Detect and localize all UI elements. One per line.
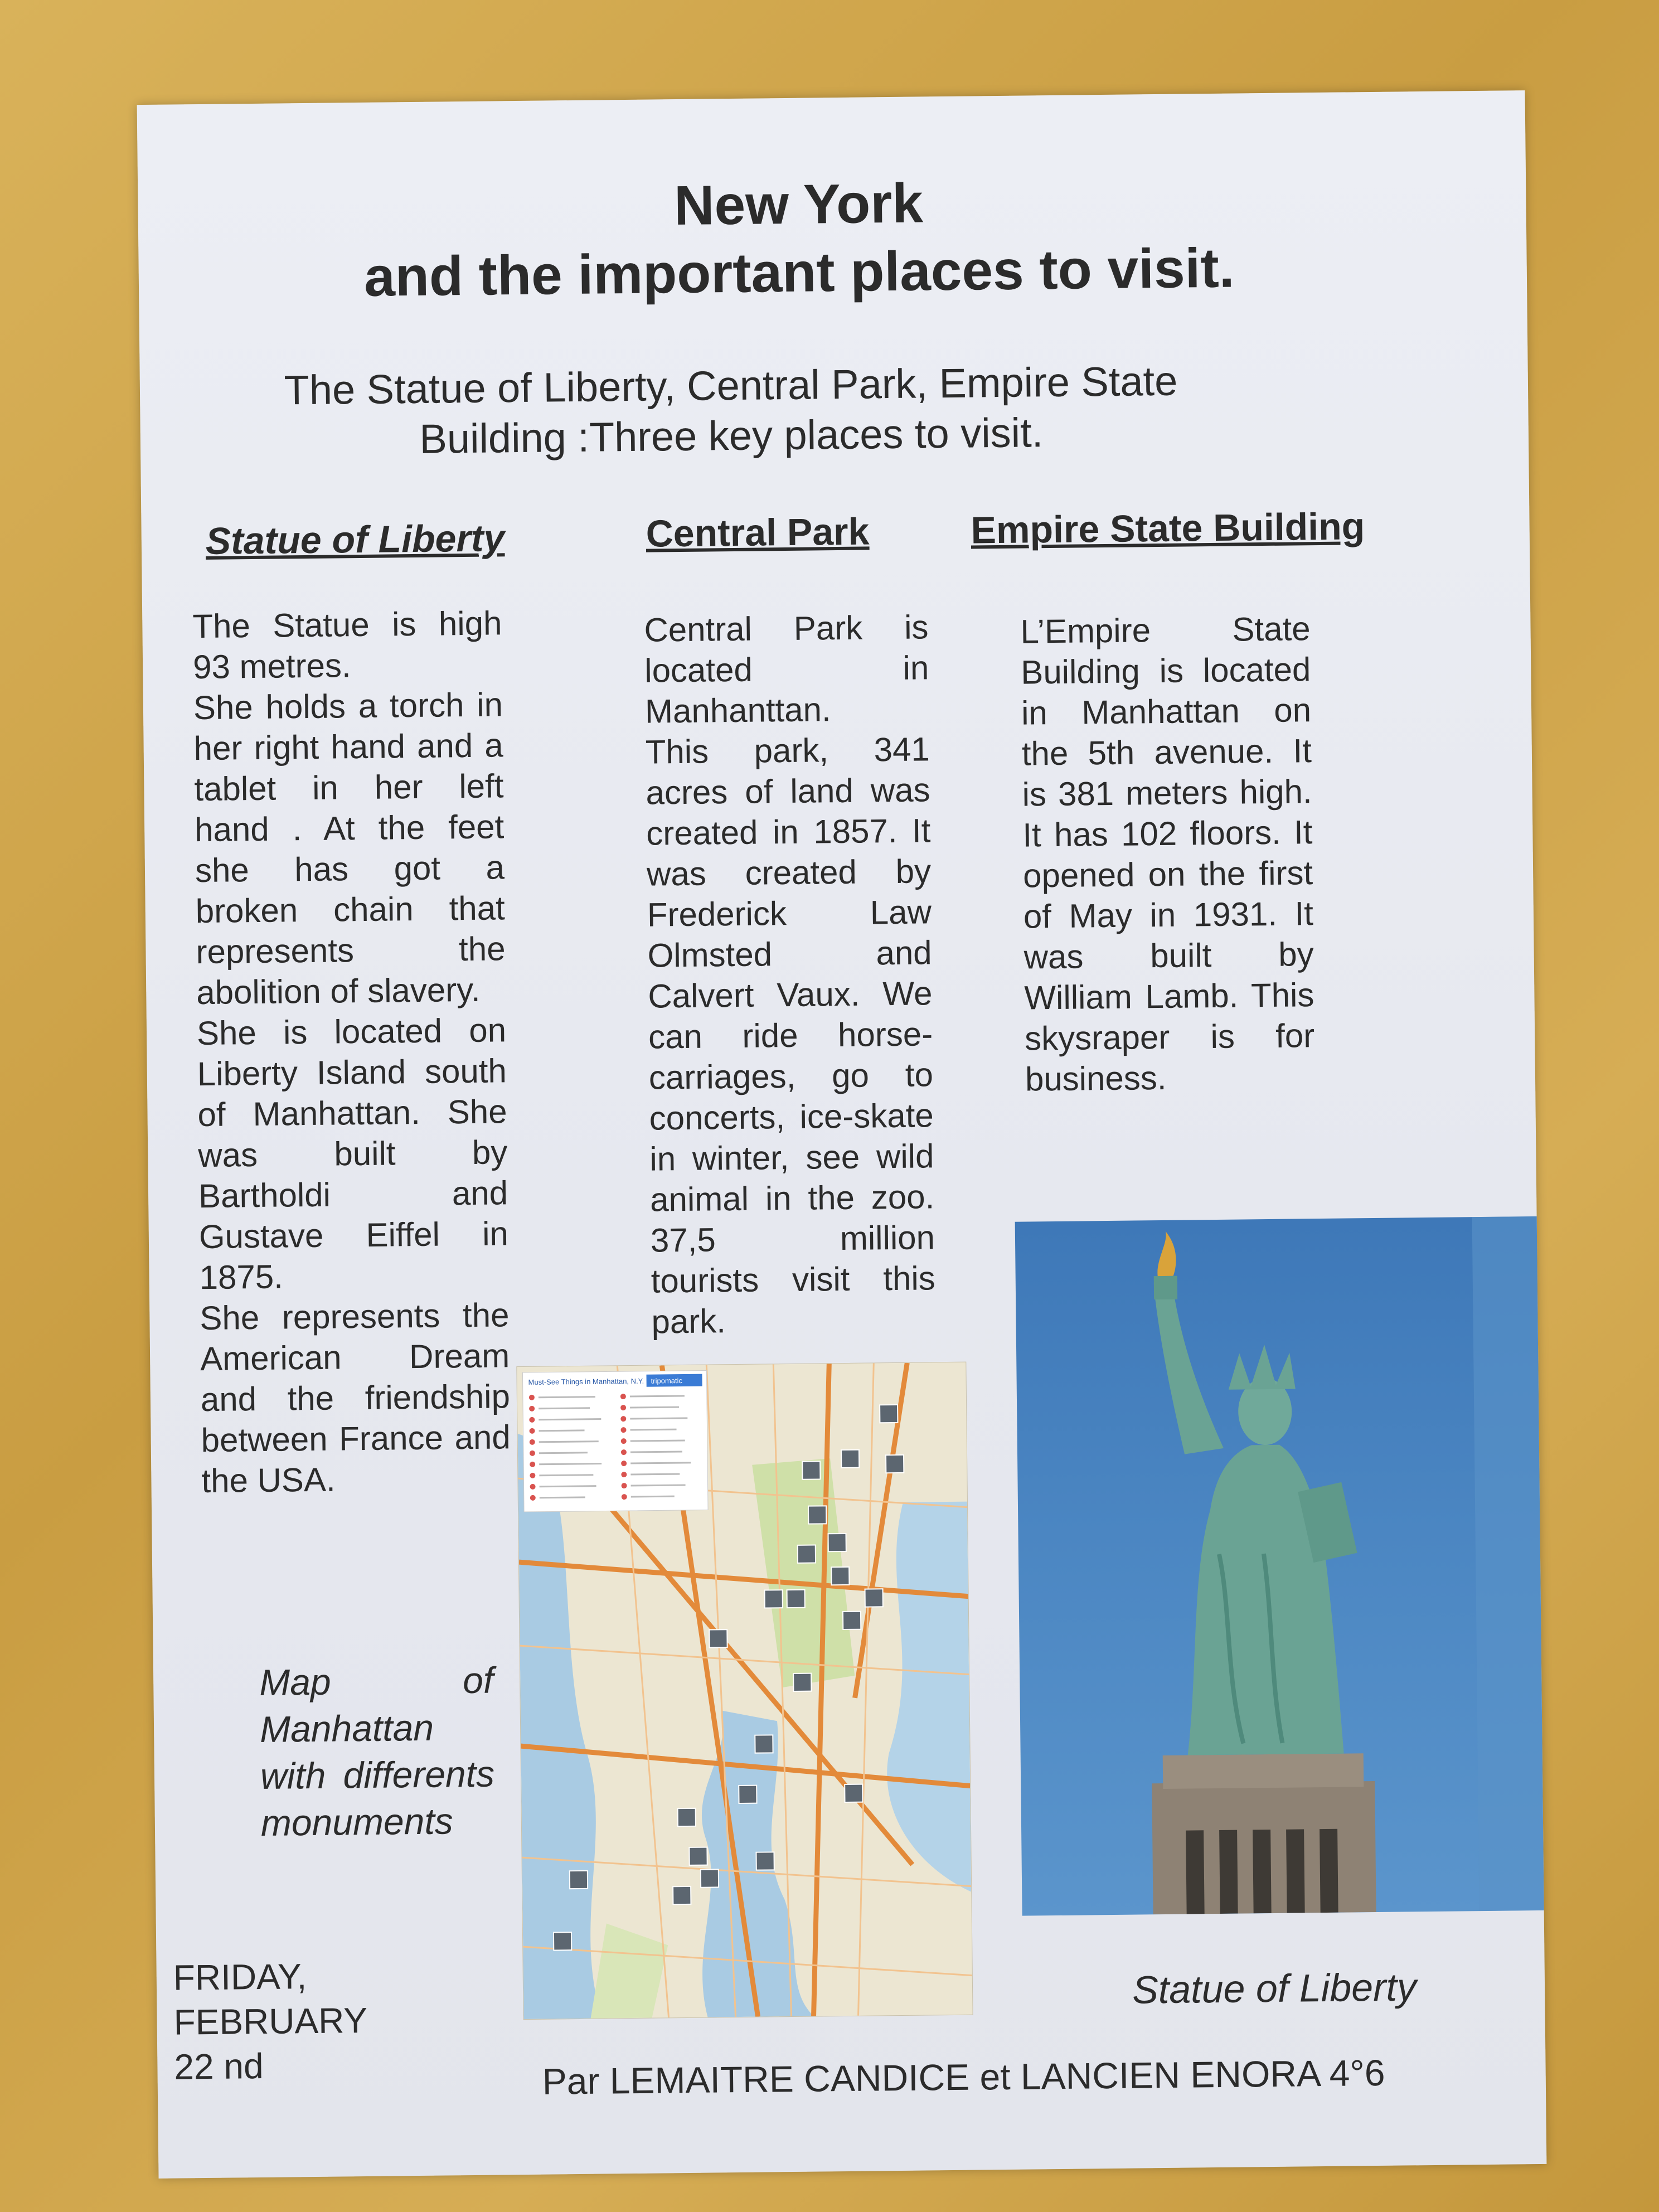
- poster-date: [173, 1953, 368, 2089]
- map-caption: Map of Manhattan with differents monuments: [259, 1659, 495, 1844]
- poster-sheet: [137, 90, 1547, 2179]
- statue-paragraph: She represents the American Dream and the friendship between France and the USA.: [200, 1296, 511, 1500]
- title-line-1: New York: [673, 172, 924, 237]
- heading-statue-of-liberty: Statue of Liberty: [205, 517, 505, 562]
- poster-authors: Par LEMAITRE CANDICE et LANCIEN ENORA 4°6: [542, 2051, 1385, 2102]
- heading-empire-state-building: Empire State Building: [971, 505, 1365, 552]
- map-graphic: [517, 1362, 972, 2019]
- date-line-3: 22 nd: [174, 2045, 264, 2087]
- photo-caption: Statue of Liberty: [1132, 1965, 1417, 2012]
- statue-paragraph: She is located on Liberty Island south of Manhattan. She was built by Bartholdi and Gustave Eiffel in 1875.: [196, 1011, 509, 1297]
- heading-central-park: Central Park: [646, 510, 870, 555]
- central-park-paragraph: This park, 341 acres of land was created in 1857. It was created by Frederick Law Olmsted and Calvert Vaux. We can ride horse-carriages, go to concerts, ice-skate in winter, see wild animal in the zoo. 37,5 million tourists visit this park.: [645, 730, 936, 1341]
- statue-of-liberty-photo: [1015, 1216, 1544, 1916]
- manhattan-map-image: [516, 1362, 973, 2020]
- empire-state-paragraph: L’Empire State Building is located in Manhattan on the 5th avenue. It is 381 meters high. It has 102 floors. It opened on the first of May in 1931. It was built by William Lamb. This skysraper is for business.: [1020, 610, 1315, 1098]
- map-brand-label: tripomatic: [651, 1376, 683, 1385]
- statue-paragraph: She holds a torch in her right hand and a tablet in her left hand . At the feet she has got a broken chain that represents the abolition of slavery.: [193, 686, 506, 1012]
- central-park-paragraph: Central Park is located in Manhanttan.: [644, 608, 929, 730]
- statue-paragraph: The Statue is high 93 metres.: [192, 604, 502, 686]
- title-line-2: and the important places to visit.: [363, 236, 1235, 308]
- poster-subtitle: [207, 355, 1256, 467]
- map-legend-title: Must-See Things in Manhattan, N.Y.: [528, 1376, 644, 1386]
- statue-of-liberty-text: [192, 603, 511, 1501]
- date-line-2: FEBRUARY: [173, 2000, 368, 2043]
- subtitle-line-1: The Statue of Liberty, Central Park, Empire State: [284, 357, 1178, 414]
- central-park-text: [644, 607, 936, 1342]
- subtitle-line-2: Building :Three key places to visit.: [419, 409, 1044, 462]
- empire-state-text: [1020, 608, 1315, 1099]
- date-line-1: FRIDAY,: [173, 1956, 307, 1998]
- poster-title: [138, 163, 1460, 313]
- statue-graphic: [1015, 1216, 1544, 1916]
